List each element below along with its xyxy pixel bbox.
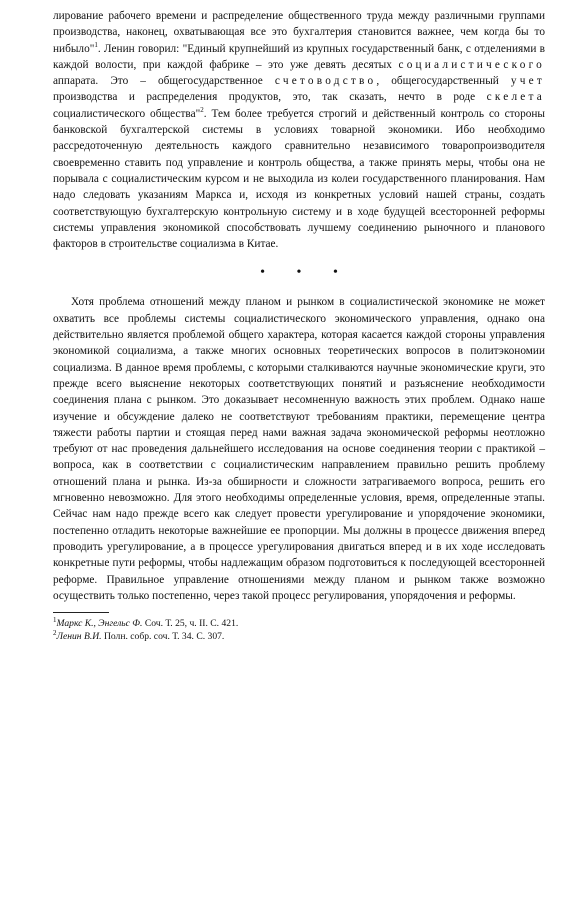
footnote-2-author: Ленин В.И. <box>56 631 102 643</box>
spaced-word-record: учет <box>510 75 545 88</box>
footnote-2 <box>53 630 545 643</box>
paragraph-1-text-d: , общегосударственный <box>376 75 511 88</box>
document-page <box>53 8 545 643</box>
paragraph-2: Хотя проблема отношений между планом и рынком в социалистической экономике не может охватить все проблемы системы социалистического экономического управления, однако она действительно является проблемой общего характера, которая касается каждой стороны управления экономикой социализма, а также многих основных теоретических вопросов в политэкономии социализма. В данное время проблемы, с которыми сталкиваются научные экономические круги, это прежде всего выяснение некоторых соответствующих понятий и разъяснение необходимости соединения плана с рынком. Это доказывает несомненную важность этих проблем. Однако наше изучение и обсуждение далеко не соответствуют требованиям практики, перемещение центра тяжести работы партии и стоящая перед нами важная задача экономической реформы неотложно требуют от нас проведения дальнейшего исследования на основе соединения теории с практикой – вопроса, как в соответствии с социалистическим направлением правильно решить проблему отношений плана и рынка. Из-за обширности и сложности затрагиваемого вопроса, решить его мгновенно невозможно. Для этого необходимы определенные условия, время, определенные этапы. Сейчас нам надо прежде всего как следует провести урегулирование и упорядочение экономики, постепенно отладить некоторые важнейшие ее пропорции. Мы должны в процессе движения вперед проводить урегулирование, а в процессе урегулирования двигаться вперед и в их ходе исследовать конкретные пути реформы, чтобы надлежащим образом подготовиться к последующей всесторонней реформе. Правильное управление отношениями между планом и рынком также возможно осуществить только постепенно, через такой процесс регулирования, упорядочения и реформы. <box>53 296 545 602</box>
paragraph-1-text-b: . Ленин говорил: "Единый крупнейший из крупных государственный банк, с отделениями в каждой волости, при каждой фабрике – это уже девять десятых <box>53 42 545 71</box>
paragraph-1 <box>53 8 545 252</box>
paragraph-1-text-f: социалистического общества" <box>53 107 201 120</box>
footnote-1-number: 1 <box>53 615 57 624</box>
spaced-word-skeleton: скелета <box>486 91 545 104</box>
spaced-word-socialist: социалистического <box>398 58 545 71</box>
footnote-1-author: Маркс К., Энгельс Ф. <box>56 618 143 630</box>
footnote-1-source: Соч. Т. 25, ч. II. С. 421. <box>142 618 239 630</box>
paragraph-1-text-g: . Тем более требуется строгий и действенный контроль со стороны банковской бухгалтерской системы в условиях товарной экономики. Ибо необходимо рассредоточенную деятельность каждого сравнительно независимого товаропроизводителя своевременно ставить под управление и контроль общества, а также принять меры, чтобы она не порывала с социалистическим курсом и не выходила из колеи государственного планирования. Нам надо следовать указаниям Маркса и, исходя из конкретных условий нашей страны, создать соответствующую бухгалтерскую контрольную систему и в ходе будущей всесторонней реформы системы управления экономикой способствовать лучшему соединению рыночного и планового факторов в строительстве социализма в Китае. <box>53 107 546 251</box>
paragraph-1-text-a: лирование рабочего времени и распределение общественного труда между различными группами производства, наконец, охватывающая все это бухгалтерия становится важнее, чем когда бы то нибыло" <box>53 10 545 55</box>
section-separator: • • • <box>260 265 352 281</box>
footnote-1 <box>53 617 545 630</box>
paragraph-1-text-e: производства и распределения продуктов, это, так сказать, нечто в роде <box>53 91 487 104</box>
spaced-word-accounting: счетоводство <box>274 75 377 88</box>
footnote-rule <box>53 612 109 613</box>
footnote-ref-2: 2 <box>200 106 204 115</box>
paragraph-1-text-c: аппарата. Это – общегосударственное <box>53 75 275 88</box>
footnote-2-source: Полн. собр. соч. Т. 34. С. 307. <box>101 631 225 643</box>
footnote-2-number: 2 <box>53 628 57 637</box>
footnote-ref-1: 1 <box>94 40 98 49</box>
